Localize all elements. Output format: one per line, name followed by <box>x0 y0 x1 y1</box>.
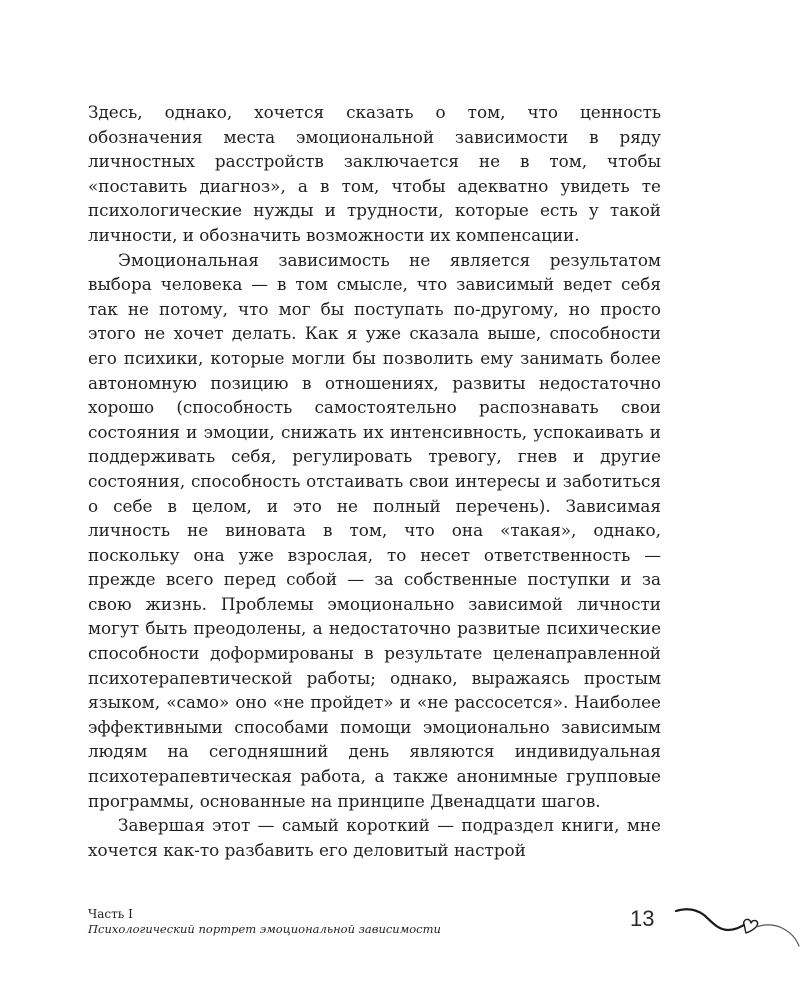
footer-part-label: Часть I <box>88 907 133 921</box>
footer-section-title: Психологический портрет эмоциональной зависимости <box>88 922 441 936</box>
paragraph-2: Эмоциональная зависимость не является результатом выбора человека — в том смысле, что зависимый ведет себя так не потому, что мог бы поступать по-другому, но просто этого не хочет делать. Как я уже сказала выше, способности его психики, которые могли бы позволить ему занимать более автономную позицию в отношениях, развиты недостаточно хорошо (способность самостоятельно распознавать свои состояния и эмоции, снижать их интенсивность, успокаивать и поддерживать себя, регулировать тревогу, гнев и другие состояния, способность отстаивать свои интересы и заботиться о себе в целом, и это не полный перечень). Зависимая личность не виновата в том, что она «такая», однако, поскольку она уже взрослая, то несет ответственность — прежде всего перед собой — за собственные поступки и за свою жизнь. Проблемы эмоционально зависимой личности могут быть преодолены, а недостаточно развитые психические способности доформированы в результате целенаправленной психотерапевтической работы; однако, выражаясь простым языком, «само» оно «не пройдет» и «не рассосется». Наиболее эффективными способами помощи эмоционально зависимым людям на сегодняшний день являются индивидуальная психотерапевтическая работа, а также анонимные групповые программы, основанные на принципе Двенадцати шагов. <box>88 249 661 811</box>
page-number: 13 <box>630 906 655 931</box>
paragraph-1: Здесь, однако, хочется сказать о том, что ценность обозначения места эмоциональной зависимости в ряду личностных расстройств заключается не в том, чтобы «поставить диагноз», а в том, чтобы адекватно увидеть те психологические нужды и трудности, которые есть у такой личности, и обозначить возможности их компенсации. <box>88 102 661 245</box>
page-footer <box>88 907 668 941</box>
body-text <box>88 100 661 862</box>
heart-swirl-icon <box>672 900 800 948</box>
paragraph-3: Завершая этот — самый короткий — подраздел книги, мне хочется как-то разбавить его деловитый настрой <box>88 815 661 860</box>
